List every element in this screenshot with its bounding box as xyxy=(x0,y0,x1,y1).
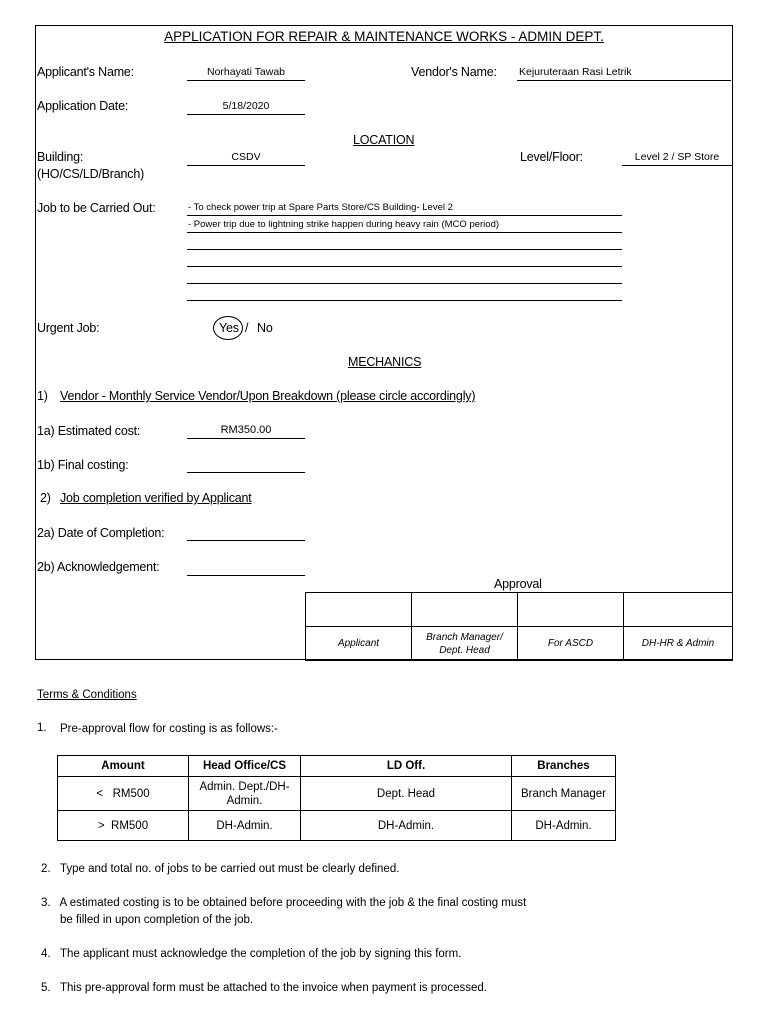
job-label: Job to be Carried Out: xyxy=(37,201,156,215)
header-amount: Amount xyxy=(58,756,189,777)
completion-date-label: 2a) Date of Completion: xyxy=(37,526,165,540)
item-1-text: Vendor - Monthly Service Vendor/Upon Breakdown (please circle accordingly) xyxy=(60,389,476,403)
branches-cell: Branch Manager xyxy=(512,777,616,811)
terms-item-5: 5. This pre-approval form must be attached to the invoice when payment is processed. xyxy=(41,982,487,994)
applicant-name-underline xyxy=(187,80,305,81)
amount-cell: > RM500 xyxy=(58,811,189,841)
vendor-name-value[interactable]: Kejuruteraan Rasi Letrik xyxy=(519,66,632,78)
urgent-job-label: Urgent Job: xyxy=(37,321,100,335)
job-underline-5 xyxy=(187,283,622,284)
urgent-no-option[interactable]: No xyxy=(257,321,273,335)
job-underline-1 xyxy=(187,215,622,216)
estimated-cost-value[interactable]: RM350.00 xyxy=(220,424,272,436)
final-costing-label: 1b) Final costing: xyxy=(37,458,129,472)
approver-applicant: Applicant xyxy=(306,627,412,661)
table-row xyxy=(58,811,616,841)
terms-item-4: 4. The applicant must acknowledge the completion of the job by signing this form. xyxy=(41,948,462,960)
costing-flow-table xyxy=(57,755,616,841)
job-line-2[interactable]: - Power trip due to lightning strike happen during heavy rain (MCO period) xyxy=(188,219,500,230)
building-underline xyxy=(187,165,305,166)
floor-value[interactable]: Level 2 / SP Store xyxy=(634,151,720,163)
item-2-number: 2) xyxy=(40,491,51,505)
terms-item-3-line-1: 3. A estimated costing is to be obtained before proceeding with the job & the final costing must xyxy=(41,897,527,909)
estimated-cost-underline xyxy=(187,438,305,439)
table-header-row xyxy=(58,756,616,777)
ascd-signature-box[interactable] xyxy=(518,593,624,627)
job-underline-4 xyxy=(187,266,622,267)
acknowledgement-label: 2b) Acknowledgement: xyxy=(37,560,160,574)
application-date-underline xyxy=(187,114,305,115)
applicant-signature-box[interactable] xyxy=(306,593,412,627)
branches-cell: DH-Admin. xyxy=(512,811,616,841)
approval-table xyxy=(305,592,733,661)
building-value[interactable]: CSDV xyxy=(231,151,261,163)
urgent-separator: / xyxy=(245,321,249,335)
ld-off-cell: DH-Admin. xyxy=(301,811,512,841)
acknowledgement-underline xyxy=(187,575,305,576)
terms-item-1-text: Pre-approval flow for costing is as follows:- xyxy=(60,723,278,735)
amount-cell: < RM500 xyxy=(58,777,189,811)
item-1-number: 1) xyxy=(37,389,48,403)
header-branches: Branches xyxy=(512,756,616,777)
header-ld-off: LD Off. xyxy=(301,756,512,777)
location-heading: LOCATION xyxy=(353,133,415,147)
dh-hr-admin-signature-box[interactable] xyxy=(624,593,733,627)
applicant-name-label: Applicant's Name: xyxy=(37,65,134,79)
estimated-cost-label: 1a) Estimated cost: xyxy=(37,424,141,438)
head-office-cell: Admin. Dept./DH- Admin. xyxy=(189,777,301,811)
mechanics-heading: MECHANICS xyxy=(348,355,422,369)
applicant-name-value[interactable]: Norhayati Tawab xyxy=(206,66,286,78)
completion-date-underline xyxy=(187,540,305,541)
approval-heading: Approval xyxy=(494,577,542,591)
application-date-label: Application Date: xyxy=(37,99,129,113)
vendor-name-underline xyxy=(517,80,731,81)
final-costing-underline xyxy=(187,472,305,473)
application-date-value[interactable]: 5/18/2020 xyxy=(222,100,270,112)
terms-item-3-line-2: be filled in upon completion of the job. xyxy=(60,914,254,926)
approver-branch-manager: Branch Manager/ Dept. Head xyxy=(412,627,518,661)
vendor-name-label: Vendor's Name: xyxy=(411,65,497,79)
job-underline-3 xyxy=(187,249,622,250)
head-office-cell: DH-Admin. xyxy=(189,811,301,841)
job-line-1[interactable]: - To check power trip at Spare Parts Store/CS Building- Level 2 xyxy=(188,202,453,213)
ld-off-cell: Dept. Head xyxy=(301,777,512,811)
form-title: APPLICATION FOR REPAIR & MAINTENANCE WORKS - ADMIN DEPT. xyxy=(164,29,604,44)
building-label: Building: xyxy=(37,150,84,164)
job-underline-6 xyxy=(187,300,622,301)
floor-label: Level/Floor: xyxy=(520,150,583,164)
table-row xyxy=(58,777,616,811)
terms-item-1-number: 1. xyxy=(37,722,47,734)
item-2-text: Job completion verified by Applicant xyxy=(60,491,252,505)
terms-item-2: 2. Type and total no. of jobs to be carried out must be clearly defined. xyxy=(41,863,400,875)
building-sub-label: (HO/CS/LD/Branch) xyxy=(37,167,145,181)
approver-dh-hr-admin: DH-HR & Admin xyxy=(624,627,733,661)
branch-manager-signature-box[interactable] xyxy=(412,593,518,627)
job-underline-2 xyxy=(187,232,622,233)
header-head-office: Head Office/CS xyxy=(189,756,301,777)
urgent-yes-option[interactable]: Yes xyxy=(219,321,239,335)
approver-ascd: For ASCD xyxy=(518,627,624,661)
floor-underline xyxy=(622,165,732,166)
terms-heading: Terms & Conditions xyxy=(37,689,137,701)
